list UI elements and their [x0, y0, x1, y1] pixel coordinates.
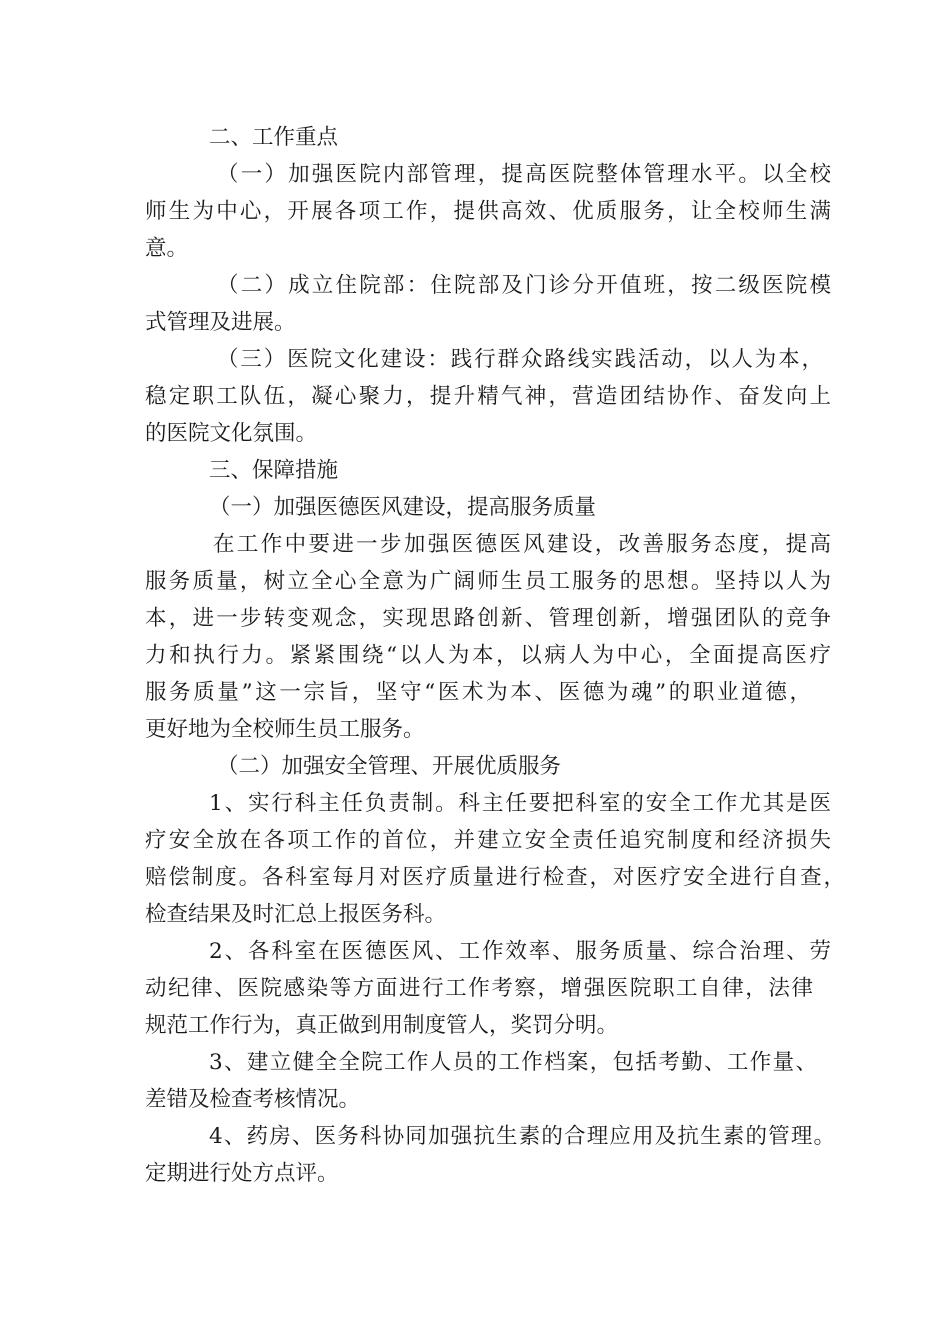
subheading-medical-ethics: （一）加强医德医风建设，提高服务质量 [209, 495, 597, 520]
paragraph-line: 在工作中要进一步加强医德医风建设，改善服务态度，提高 [213, 532, 831, 557]
subheading-safety-management: （二）加强安全管理、开展优质服务 [217, 754, 562, 779]
paragraph-line: （二）成立住院部：住院部及门诊分开值班，按二级医院模 [217, 273, 831, 298]
heading-work-focus: 二、工作重点 [209, 125, 339, 150]
paragraph-line: 规范工作行为，真正做到用制度管人，奖罚分明。 [145, 1013, 619, 1038]
paragraph-line: 动纪律、医院感染等方面进行工作考察，增强医院职工自律，法律 [145, 976, 813, 1001]
paragraph-line: （三）医院文化建设：践行群众路线实践活动，以人为本， [217, 347, 823, 372]
paragraph-line: 更好地为全校师生员工服务。 [145, 717, 425, 742]
heading-safeguards: 三、保障措施 [209, 458, 339, 483]
paragraph-line: 赔偿制度。各科室每月对医疗质量进行检查，对医疗安全进行自查， [145, 865, 845, 890]
paragraph-line: 定期进行处方点评。 [145, 1161, 339, 1186]
paragraph-line: （一）加强医院内部管理，提高医院整体管理水平。以全校 [217, 162, 831, 187]
paragraph-line: 意。 [145, 236, 189, 261]
paragraph-line: 3、建立健全全院工作人员的工作档案，包括考勤、工作量、 [209, 1050, 817, 1075]
paragraph-line: 检查结果及时汇总上报医务科。 [145, 902, 447, 927]
paragraph-line: 4、药房、医务科协同加强抗生素的合理应用及抗生素的管理。 [209, 1124, 835, 1149]
paragraph-line: 稳定职工队伍，凝心聚力，提升精气神，营造团结协作、奋发向上 [145, 384, 831, 409]
paragraph-line: 师生为中心，开展各项工作，提供高效、优质服务，让全校师生满 [145, 199, 831, 224]
paragraph-line: 的医院文化氛围。 [145, 421, 318, 446]
paragraph-line: 服务质量”这一宗旨，坚守“医术为本、医德为魂”的职业道德， [145, 680, 811, 705]
paragraph-line: 2、各科室在医德医风、工作效率、服务质量、综合治理、劳 [209, 939, 831, 964]
paragraph-line: 差错及检查考核情况。 [145, 1087, 361, 1112]
paragraph-line: 力和执行力。紧紧围绕“以人为本，以病人为中心，全面提高医疗 [145, 643, 831, 668]
paragraph-line: 1、实行科主任负责制。科主任要把科室的安全工作尤其是医 [209, 791, 831, 816]
paragraph-line: 服务质量，树立全心全意为广阔师生员工服务的思想。坚持以人为 [145, 569, 831, 594]
paragraph-line: 式管理及进展。 [145, 310, 296, 335]
paragraph-line: 本，进一步转变观念，实现思路创新、管理创新，增强团队的竞争 [145, 606, 831, 631]
paragraph-line: 疗安全放在各项工作的首位，并建立安全责任追究制度和经济损失 [145, 828, 831, 853]
